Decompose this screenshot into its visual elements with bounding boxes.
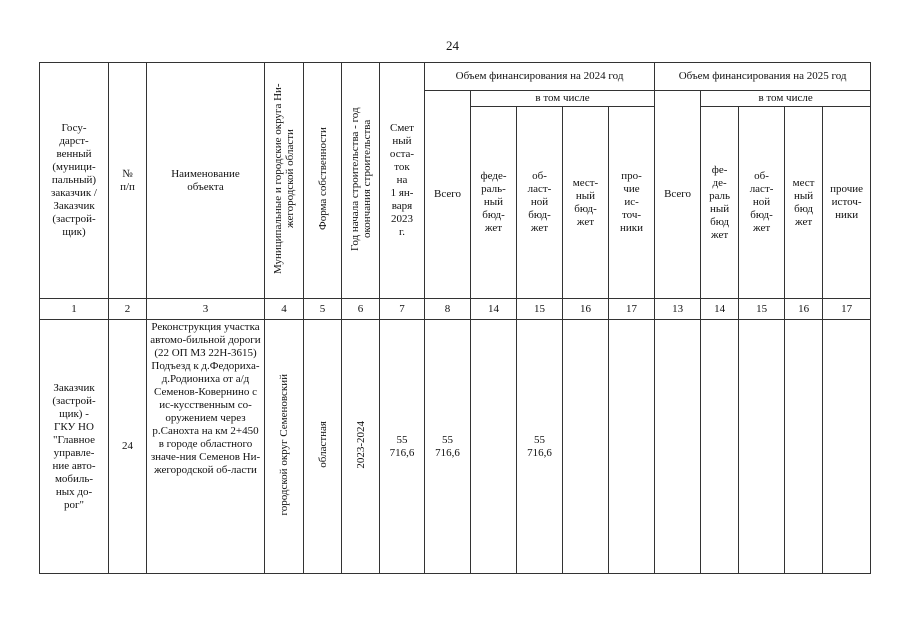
- column-number: 17: [609, 299, 655, 320]
- column-number-row: [40, 299, 871, 320]
- row-regional-2024: 55 716,6: [517, 320, 563, 574]
- row-number: 24: [109, 320, 147, 574]
- column-number: 15: [739, 299, 785, 320]
- column-number: 2: [109, 299, 147, 320]
- row-ownership: областная: [316, 421, 329, 468]
- header-municipality: Муниципальные и городские округа Ни-жегородской области: [272, 83, 296, 274]
- header-other-2024: про- чие ис- точ- ники: [609, 107, 655, 299]
- row-federal-2025: [701, 320, 739, 574]
- header-years: Год начала строительства - год окончания строительства: [348, 106, 373, 251]
- row-total-2025: [655, 320, 701, 574]
- row-other-2024: [609, 320, 655, 574]
- column-number: 3: [147, 299, 265, 320]
- column-number: 17: [823, 299, 871, 320]
- row-years-cell: [342, 320, 380, 574]
- column-number: 8: [425, 299, 471, 320]
- header-federal-2025: фе- де- раль ный бюд жет: [701, 107, 739, 299]
- page-number: 24: [446, 38, 459, 53]
- column-number: 4: [265, 299, 304, 320]
- row-municipality-cell: [265, 320, 304, 574]
- header-including-2025: в том числе: [701, 91, 871, 107]
- column-number: 14: [701, 299, 739, 320]
- header-total-2025: Всего: [655, 91, 701, 299]
- header-regional-2024: об- ласт- ной бюд- жет: [517, 107, 563, 299]
- row-municipality: городской округ Семеновский: [278, 373, 290, 516]
- table-row: [40, 320, 871, 574]
- header-funding-2024: Объем финансирования на 2024 год: [425, 63, 655, 91]
- column-number: 16: [563, 299, 609, 320]
- header-object-name: Наименование объекта: [147, 63, 265, 299]
- header-regional-2025: об- ласт- ной бюд- жет: [739, 107, 785, 299]
- header-customer: Госу- дарст- венный (муници- пальный) заказчик / Заказчик (застрой- щик): [40, 63, 109, 299]
- header-number: № п/п: [109, 63, 147, 299]
- row-local-2025: [785, 320, 823, 574]
- header-years-cell: [342, 63, 380, 299]
- header-funding-2025: Объем финансирования на 2025 год: [655, 63, 871, 91]
- column-number: 5: [304, 299, 342, 320]
- header-estimate-balance: Смет ный оста- ток на 1 ян- варя 2023 г.: [380, 63, 425, 299]
- header-ownership: Форма собственности: [316, 127, 329, 230]
- header-federal-2024: феде- раль- ный бюд- жет: [471, 107, 517, 299]
- row-local-2024: [563, 320, 609, 574]
- column-number: 16: [785, 299, 823, 320]
- row-other-2025: [823, 320, 871, 574]
- column-number: 7: [380, 299, 425, 320]
- row-years: 2023-2024: [354, 420, 367, 469]
- header-total-2024: Всего: [425, 91, 471, 299]
- column-number: 14: [471, 299, 517, 320]
- row-total-2024: 55 716,6: [425, 320, 471, 574]
- header-other-2025: прочие источ- ники: [823, 107, 871, 299]
- header-local-2025: мест ный бюд жет: [785, 107, 823, 299]
- header-local-2024: мест- ный бюд- жет: [563, 107, 609, 299]
- header-municipality-cell: [265, 63, 304, 299]
- column-number: 6: [342, 299, 380, 320]
- header-including-2024: в том числе: [471, 91, 655, 107]
- column-number: 13: [655, 299, 701, 320]
- row-ownership-cell: [304, 320, 342, 574]
- row-customer: Заказчик (застрой- щик) - ГКУ НО "Главное управле- ние авто- мобиль- ных до- рог": [40, 320, 109, 574]
- row-object-name: Реконструкция участка автомо-бильной дороги (22 ОП МЗ 22Н-3615) Подъезд к д.Федориха-д.Родиониха от а/д Семенов-Ковернино с ис-кусственным со-оружением через р.Санохта на км 2+450 в городе областного значе-ния Семенов Ни-жегородской об-ласти: [147, 320, 265, 574]
- financing-table: [39, 62, 871, 574]
- row-estimate-balance: 55 716,6: [380, 320, 425, 574]
- column-number: 1: [40, 299, 109, 320]
- row-federal-2024: [471, 320, 517, 574]
- column-number: 15: [517, 299, 563, 320]
- header-ownership-cell: [304, 63, 342, 299]
- row-regional-2025: [739, 320, 785, 574]
